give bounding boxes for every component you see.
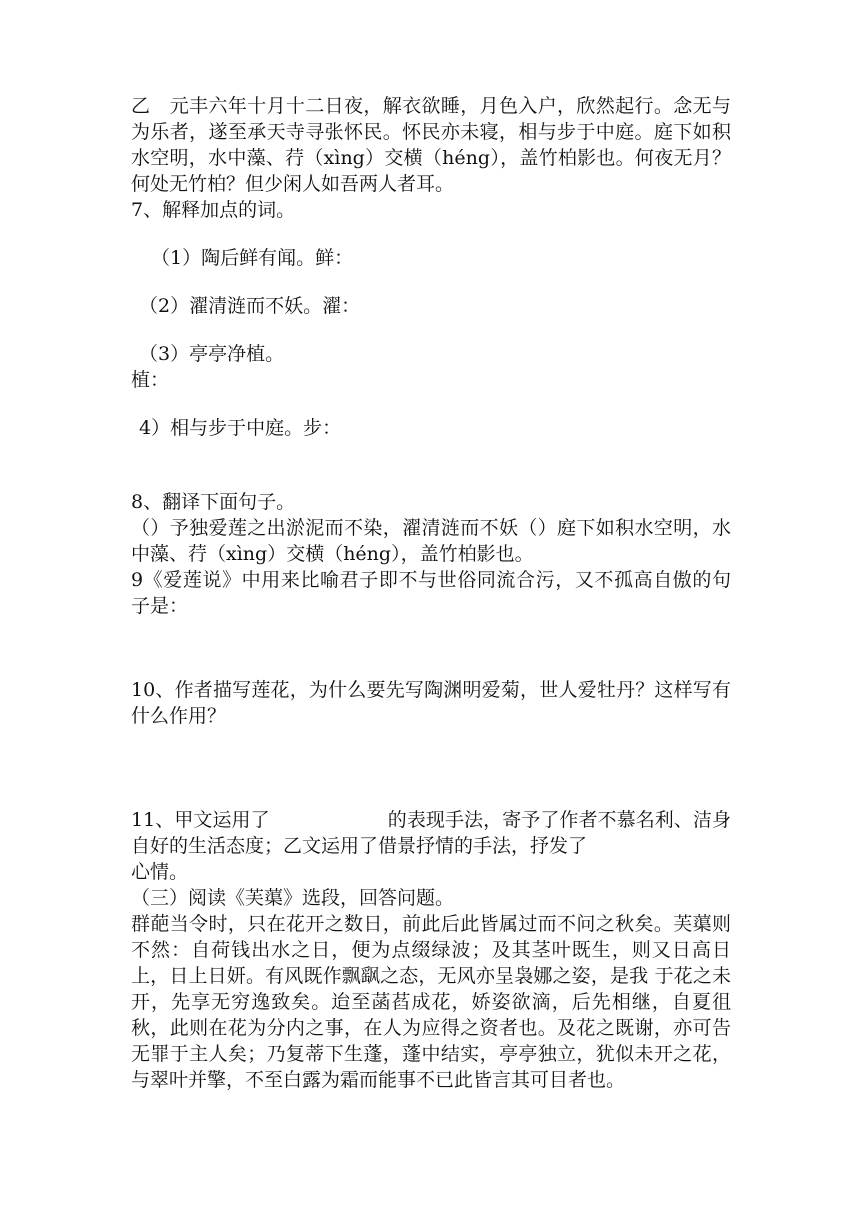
question-7-item-3: （3）亭亭净植。 bbox=[139, 343, 285, 365]
question-8-text: （）予独爱莲之出淤泥而不染，濯清涟而不妖（）庭下如积水空明，水中藻、荇（xìng）交横（héng），盖竹柏影也。 bbox=[131, 517, 731, 565]
document-page bbox=[131, 93, 731, 1093]
question-11-part-1: 11、甲文运用了 bbox=[131, 809, 270, 831]
question-7-title: 7、解释加点的词。 bbox=[131, 199, 296, 221]
passage-yi: 乙 元丰六年十月十二日夜，解衣欲睡，月色入户，欣然起行。念无与为乐者，遂至承天寺寻张怀民。怀民亦未寝，相与步于中庭。庭下如积水空明，水中藻、荇（xìng）交横（héng），盖竹柏影也。何夜无月？何处无竹柏？但少闲人如吾两人者耳。 bbox=[131, 95, 731, 195]
question-10-text: 10、作者描写莲花，为什么要先写陶渊明爱菊，世人爱牡丹？这样写有什么作用？ bbox=[131, 679, 731, 727]
spacer bbox=[131, 319, 731, 341]
spacer bbox=[131, 441, 731, 489]
section-3-passage: 群葩当令时，只在花开之数日，前此后此皆属过而不问之秋矣。芙蕖则不然：自荷钱出水之日，便为点缀绿波；及其茎叶既生，则又日高日上，日上日妍。有风既作飘飖之态，无风亦呈袅娜之姿，是我 于花之未开，先享无穷逸致矣。迨至菡萏成花，娇姿欲滴，后先相继，自夏徂秋，此则在花为分内之事，在人为应得之资者也。及花之既谢，亦可告无罪于主人矣；乃复蒂下生蓬，蓬中结实，亭亭独立，犹似未开之花，与翠叶并擎，不至白露为霜而能事不已此皆言其可目者也。 bbox=[131, 913, 731, 1091]
question-9-text: 9《爱莲说》中用来比喻君子即不与世俗同流合污，又不孤高自傲的句子是： bbox=[131, 569, 731, 617]
question-7-item-1: （1）陶后鲜有闻。鲜： bbox=[151, 247, 354, 269]
spacer bbox=[131, 729, 731, 787]
spacer bbox=[131, 271, 731, 293]
spacer bbox=[131, 393, 731, 415]
section-3-title: （三）阅读《芙蕖》选段，回答问题。 bbox=[131, 887, 455, 909]
question-8-title: 8、翻译下面句子。 bbox=[131, 491, 296, 513]
spacer bbox=[131, 223, 731, 245]
question-11-part-3: 心情。 bbox=[131, 861, 189, 883]
question-7-item-2: （2）濯清涟而不妖。濯： bbox=[139, 295, 361, 317]
question-11-part-2: 的表现手法，寄予了作者不慕名利、洁身自好的生活态度；乙文运用了借景抒情的手法，抒发了 bbox=[131, 809, 731, 857]
spacer bbox=[131, 619, 731, 677]
spacer bbox=[131, 787, 731, 807]
question-7-item-4: 4）相与步于中庭。步： bbox=[139, 417, 342, 439]
question-11-text bbox=[131, 807, 731, 859]
question-7-item-3-label: 植： bbox=[131, 369, 170, 391]
